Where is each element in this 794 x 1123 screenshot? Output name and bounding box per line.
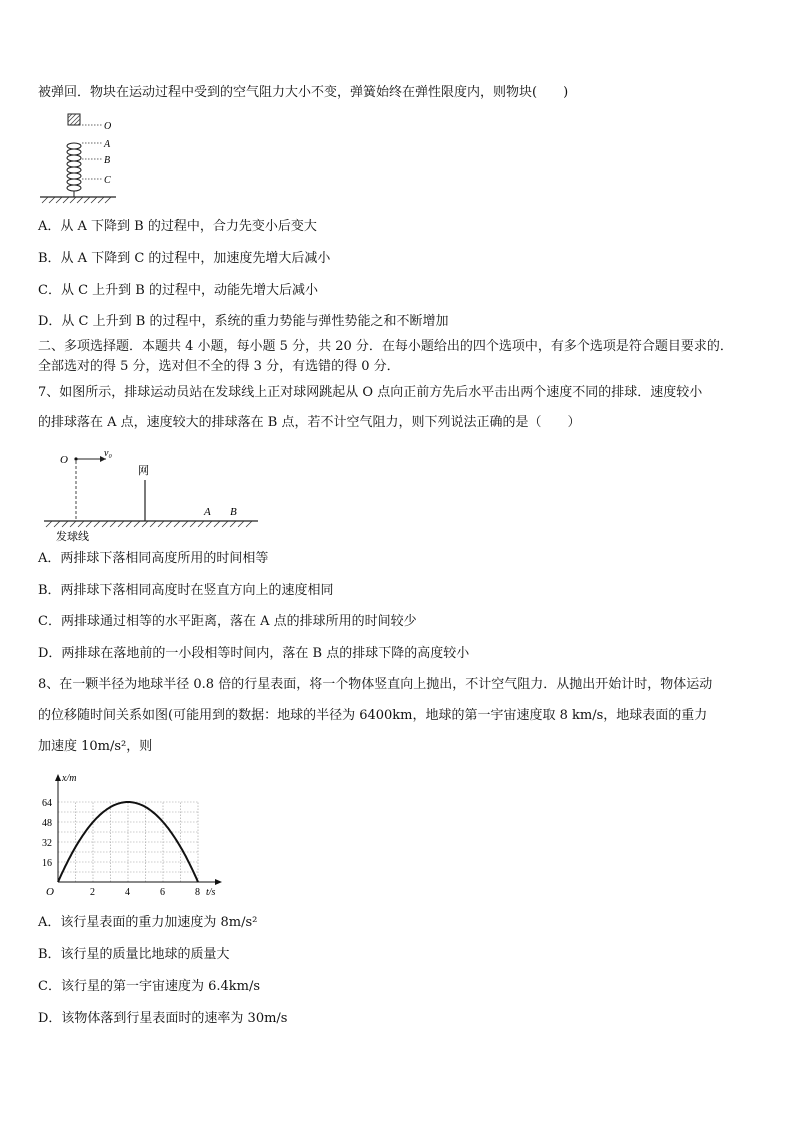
label-net: 网 — [138, 465, 149, 477]
q8-stem-line3: 加速度 10m/s²，则 — [38, 739, 153, 754]
y-tick-label: 16 — [42, 858, 52, 869]
q7-option-c: C．两排球通过相等的水平距离，落在 A 点的排球所用的时间较少 — [38, 614, 417, 629]
y-axis-arrow — [55, 774, 61, 781]
x-tick-label: 6 — [160, 887, 165, 898]
x-tick-label: 8 — [195, 887, 200, 898]
spring — [67, 143, 81, 197]
x-tick-label: 4 — [125, 887, 130, 898]
level-lines — [82, 125, 102, 179]
displacement-time-chart — [34, 770, 234, 900]
q8-option-a: A．该行星表面的重力加速度为 8m/s² — [38, 915, 258, 930]
label-B: B — [230, 506, 237, 518]
label-serve-line: 发球线 — [56, 531, 89, 543]
y-tick-label: 64 — [42, 798, 52, 809]
chart-axes — [55, 774, 222, 885]
q6-option-d: D．从 C 上升到 B 的过程中，系统的重力势能与弹性势能之和不断增加 — [38, 314, 449, 329]
label-O: O — [104, 121, 112, 132]
q6-option-a: A．从 A 下降到 B 的过程中，合力先变小后变大 — [38, 219, 317, 234]
label-A: A — [204, 506, 211, 518]
q7-stem-line1: 7、如图所示，排球运动员站在发球线上正对球网跳起从 O 点向正前方先后水平击出两个速度不同的排球．速度较小 — [38, 385, 703, 400]
q6-stem: 被弹回．物块在运动过程中受到的空气阻力大小不变，弹簧始终在弹性限度内，则物块( ) — [38, 85, 569, 100]
spring-figure — [36, 110, 136, 210]
y-tick-label: 48 — [42, 818, 52, 829]
x-axis-arrow — [215, 879, 222, 885]
section2-line2: 全部选对的得 5 分，选对但不全的得 3 分，有选错的得 0 分． — [38, 359, 400, 374]
x-axis-label: t/s — [206, 887, 216, 898]
volleyball-figure — [40, 444, 270, 544]
q6-option-b: B．从 A 下降到 C 的过程中，加速度先增大后减小 — [38, 251, 331, 266]
y-tick-label: 32 — [42, 838, 52, 849]
q7-option-d: D．两排球在落地前的一小段相等时间内，落在 B 点的排球下降的高度较小 — [38, 646, 470, 661]
q7-option-b: B．两排球下落相同高度时在竖直方向上的速度相同 — [38, 583, 334, 598]
q7-option-a: A．两排球下落相同高度所用的时间相等 — [38, 551, 269, 566]
section2-line1: 二、多项选择题．本题共 4 小题，每小题 5 分，共 20 分．在每小题给出的四个选项中，有多个选项是符合题目要求的． — [38, 339, 733, 354]
y-axis-label: x/m — [62, 773, 77, 784]
q8-stem-line2: 的位移随时间关系如图(可能用到的数据：地球的半径为 6400km，地球的第一宇宙速度取 8 km/s，地球表面的重力 — [38, 708, 708, 723]
x-tick-label: 2 — [90, 887, 95, 898]
q8-option-c: C．该行星的第一宇宙速度为 6.4km/s — [38, 979, 261, 994]
origin-label: O — [46, 886, 54, 898]
label-O: O — [60, 454, 68, 466]
q8-option-d: D．该物体落到行星表面时的速率为 30m/s — [38, 1011, 288, 1026]
label-B: B — [104, 155, 111, 166]
q7-stem-line2: 的排球落在 A 点，速度较大的排球落在 B 点，若不计空气阻力，则下列说法正确的是（ ） — [38, 415, 581, 430]
label-A: A — [104, 139, 111, 150]
label-C: C — [104, 175, 111, 186]
q8-stem-line1: 8、在一颗半径为地球半径 0.8 倍的行星表面，将一个物体竖直向上抛出，不计空气阻力．从抛出开始计时，物体运动 — [38, 677, 713, 692]
label-v0: v₀ — [104, 448, 112, 459]
q6-option-c: C．从 C 上升到 B 的过程中，动能先增大后减小 — [38, 283, 318, 298]
q8-option-b: B．该行星的质量比地球的质量大 — [38, 947, 230, 962]
